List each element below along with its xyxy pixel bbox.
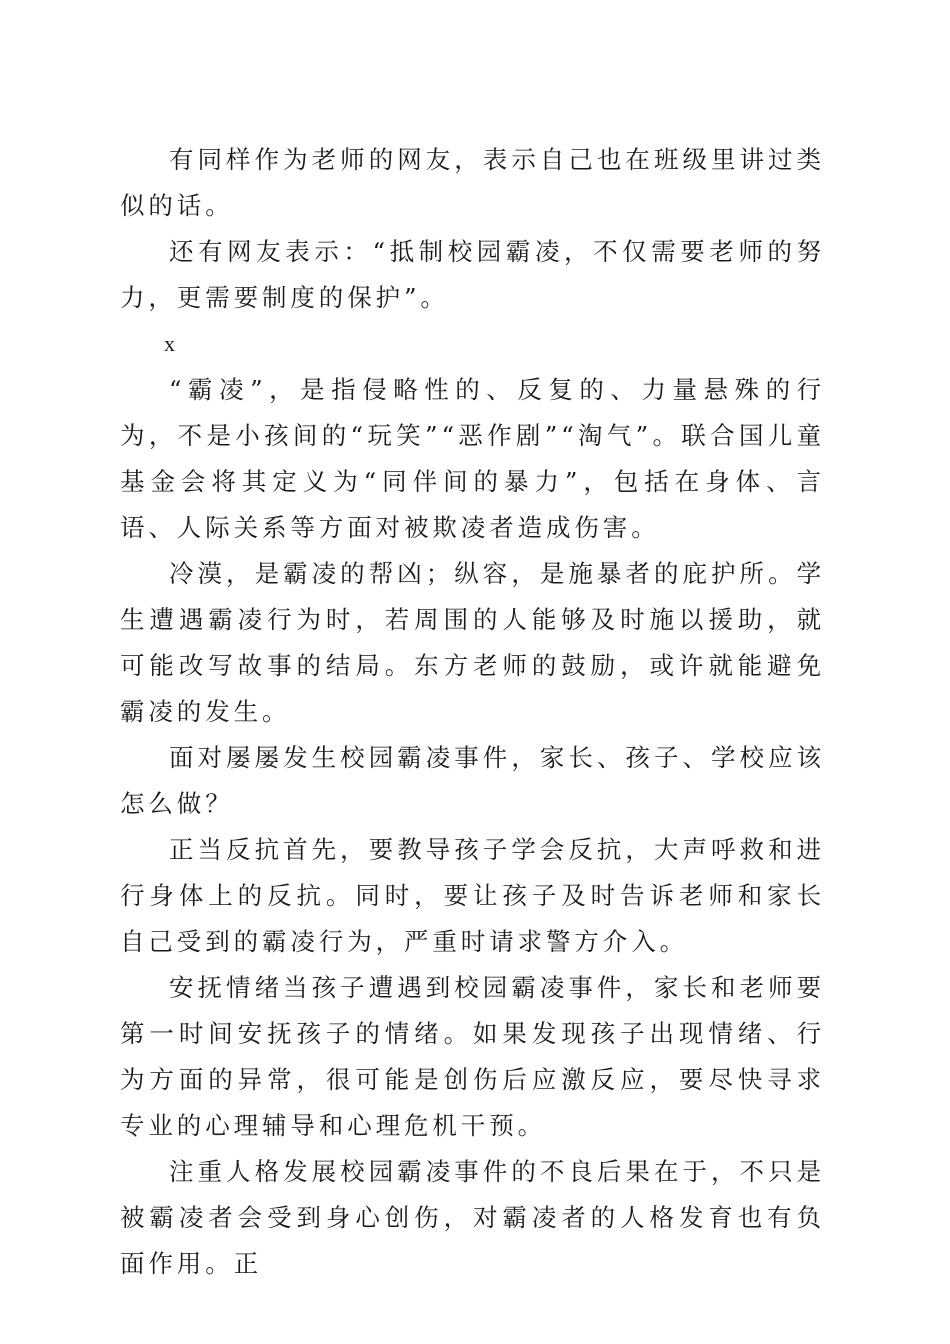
paragraph-system-protection: 还有网友表示：“抵制校园霸凌，不仅需要老师的努力，更需要制度的保护”。 (120, 237, 825, 312)
paragraph-marker-x: x (164, 331, 175, 356)
paragraph-soothe-emotions: 安抚情绪当孩子遭遇到校园霸凌事件，家长和老师要第一时间安抚孩子的情绪。如果发现孩子出现情绪、行为方面的异常，很可能是创伤后应激反应，要尽快寻求专业的心理辅导和心理危机干预。 (120, 973, 825, 1140)
paragraph-bullying-definition: “霸凌”，是指侵略性的、反复的、力量悬殊的行为，不是小孩间的“玩笑”“恶作剧”“淘气”。联合国儿童基金会将其定义为“同伴间的暴力”，包括在身体、言语、人际关系等方面对被欺凌者造成伤害。 (120, 375, 825, 542)
paragraph-indifference: 冷漠，是霸凌的帮凶；纵容，是施暴者的庇护所。学生遭遇霸凌行为时，若周围的人能够及时施以援助，就可能改写故事的结局。东方老师的鼓励，或许就能避免霸凌的发生。 (120, 559, 825, 726)
document-body (120, 137, 825, 1287)
paragraph-personality-development: 注重人格发展校园霸凌事件的不良后果在于，不只是被霸凌者会受到身心创伤，对霸凌者的人格发育也有负面作用。正 (120, 1157, 825, 1278)
paragraph-teacher-netizen: 有同样作为老师的网友，表示自己也在班级里讲过类似的话。 (120, 145, 825, 220)
paragraph-resist: 正当反抗首先，要教导孩子学会反抗，大声呼救和进行身体上的反抗。同时，要让孩子及时告诉老师和家长自己受到的霸凌行为，严重时请求警方介入。 (120, 835, 825, 956)
paragraph-question: 面对屡屡发生校园霸凌事件，家长、孩子、学校应该怎么做？ (120, 743, 825, 818)
